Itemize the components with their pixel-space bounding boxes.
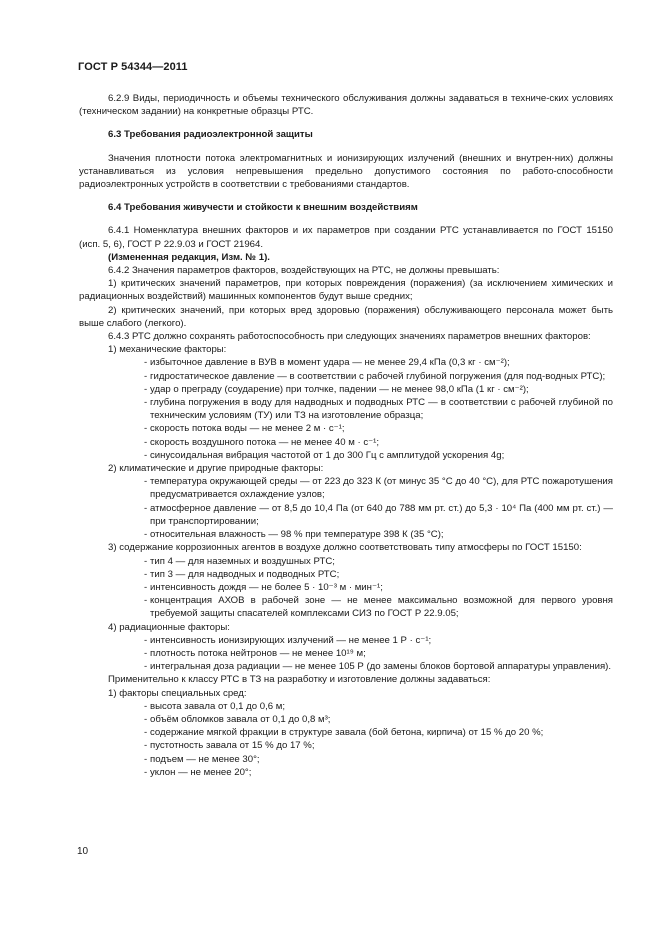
list-item-text: подъем — не менее 30°; bbox=[150, 753, 260, 765]
clause-6-3-text: Значения плотности потока электромагнитных и ионизирующих излучений (внешних и внутрен-них) должны устанавливаться из условия непревышения предельно допустимого состояния по работо-способности радиоэлектронных устройств в соответствии с требованиями стандартов. bbox=[79, 152, 613, 191]
list-item bbox=[79, 726, 613, 739]
list-item-text: уклон — не менее 20°; bbox=[150, 766, 252, 778]
dash: - bbox=[144, 740, 148, 752]
list-item-text: температура окружающей среды — от 223 до 323 К (от минус 35 °С до 40 °С), для РТС пожаротушения предусматривается охлаждение узлов; bbox=[150, 476, 613, 501]
list-item-text: интенсивность дождя — не более 5 · 10⁻³ м · мин⁻¹; bbox=[150, 581, 383, 593]
list-item bbox=[79, 594, 613, 620]
page-number: 10 bbox=[77, 846, 89, 857]
list-item bbox=[79, 634, 613, 647]
dash: - bbox=[144, 357, 148, 369]
list-item bbox=[79, 700, 613, 713]
list-item bbox=[79, 383, 613, 396]
list-item-text: содержание мягкой фракции в структуре завала (бой бетона, кирпича) от 15 % до 20 %; bbox=[150, 727, 544, 739]
list-item-text: тип 3 — для надводных и подводных РТС; bbox=[150, 568, 340, 580]
list-item bbox=[79, 502, 613, 528]
list-item bbox=[79, 396, 613, 422]
list-item-text: пустотность завала от 15 % до 17 %; bbox=[150, 740, 315, 752]
dash: - bbox=[144, 568, 148, 580]
list-item bbox=[79, 356, 613, 369]
list-item-text: интегральная доза радиации — не менее 105 Р (до замены блоков бортовой аппаратуры управления). bbox=[150, 661, 612, 673]
application-note: Применительно к классу РТС в ТЗ на разработку и изготовление должны задаваться: bbox=[108, 674, 491, 686]
list-item bbox=[79, 581, 613, 594]
list-item bbox=[79, 739, 613, 752]
list-item bbox=[79, 449, 613, 462]
list-item-text: плотность потока нейтронов — не менее 10¹⁹ м; bbox=[150, 647, 366, 659]
list-item bbox=[79, 647, 613, 660]
clause-6-2-9: 6.2.9 Виды, периодичность и объемы технического обслуживания должны задаваться в техниче-ских условиях (техническом задании) на конкретные образцы РТС. bbox=[79, 93, 613, 118]
list-item bbox=[79, 660, 613, 673]
list-item-text: объём обломков завала от 0,1 до 0,8 м³; bbox=[150, 713, 331, 725]
list-item-text: интенсивность ионизирующих излучений — не менее 1 Р · с⁻¹; bbox=[150, 634, 432, 646]
list-item bbox=[79, 370, 613, 383]
list-item-text: тип 4 — для наземных и воздушных РТС; bbox=[150, 555, 335, 567]
dash: - bbox=[144, 529, 148, 541]
clause-6-4-2: 6.4.2 Значения параметров факторов, воздействующих на РТС, не должны превышать: bbox=[108, 265, 500, 277]
list-item bbox=[79, 436, 613, 449]
page-body bbox=[79, 92, 613, 779]
heading-6-4: 6.4 Требования живучести и стойкости к внешним воздействиям bbox=[108, 202, 418, 214]
list-item-text: высота завала от 0,1 до 0,6 м; bbox=[150, 700, 286, 712]
dash: - bbox=[144, 766, 148, 778]
list-item-text: концентрация АХОВ в рабочей зоне — не менее максимально возможной для первого уровня требуемой защиты спасателей комплексами СИЗ по ГОСТ Р 22.9.05; bbox=[150, 595, 613, 620]
dash: - bbox=[144, 713, 148, 725]
clause-6-4-2-item-2: 2) критических значений, при которых вред здоровью (поражения) обслуживающего персонала может быть выше слабого (легкого). bbox=[79, 304, 613, 329]
list-item-text: скорость потока воды — не менее 2 м · с⁻¹; bbox=[150, 423, 345, 435]
dash: - bbox=[144, 423, 148, 435]
mechanical-factors-heading: 1) механические факторы: bbox=[108, 344, 227, 356]
dash: - bbox=[144, 753, 148, 765]
list-item bbox=[79, 713, 613, 726]
dash: - bbox=[144, 476, 148, 488]
document-header: ГОСТ Р 54344—2011 bbox=[78, 61, 188, 73]
corrosive-agents-heading: 3) содержание коррозионных агентов в воздухе должно соответствовать типу атмосферы по ГОСТ 15150: bbox=[108, 542, 582, 554]
dash: - bbox=[144, 661, 148, 673]
list-item bbox=[79, 568, 613, 581]
clause-6-4-2-item-1: 1) критических значений параметров, при которых повреждения (поражения) (за исключением химических и радиационных воздействий) машинных компонентов будут выше средних; bbox=[79, 278, 613, 303]
amendment-note: (Измененная редакция, Изм. № 1). bbox=[108, 251, 270, 263]
dash: - bbox=[144, 436, 148, 448]
list-item bbox=[79, 753, 613, 766]
dash: - bbox=[144, 727, 148, 739]
list-item-text: синусоидальная вибрация частотой от 1 до 300 Гц с амплитудой ускорения 4g; bbox=[150, 449, 505, 461]
clause-6-4-3: 6.4.3 РТС должно сохранять работоспособность при следующих значениях параметров внешних факторов: bbox=[108, 331, 591, 343]
dash: - bbox=[144, 555, 148, 567]
dash: - bbox=[144, 502, 148, 514]
list-item bbox=[79, 528, 613, 541]
list-item bbox=[79, 475, 613, 501]
dash: - bbox=[144, 634, 148, 646]
list-item-text: избыточное давление в ВУВ в момент удара — не менее 29,4 кПа (0,3 кг · см⁻²); bbox=[150, 357, 510, 369]
climatic-factors-heading: 2) климатические и другие природные факторы: bbox=[108, 463, 324, 475]
list-item-text: относительная влажность — 98 % при температуре 398 К (35 °С); bbox=[150, 529, 444, 541]
list-item-text: удар о преграду (соударение) при толчке, падении — не менее 98,0 кПа (1 кг · см⁻²); bbox=[150, 383, 529, 395]
dash: - bbox=[144, 647, 148, 659]
dash: - bbox=[144, 383, 148, 395]
dash: - bbox=[144, 581, 148, 593]
dash: - bbox=[144, 370, 148, 382]
list-item-text: глубина погружения в воду для надводных и подводных РТС — в соответствии с рабочей глубиной по техническим условиям (ТУ) или ТЗ на изготовление образца; bbox=[150, 397, 613, 422]
list-item-text: гидростатическое давление — в соответствии с рабочей глубиной погружения (для под-водных РТС); bbox=[150, 370, 606, 382]
list-item bbox=[79, 766, 613, 779]
dash: - bbox=[144, 449, 148, 461]
dash: - bbox=[144, 397, 148, 409]
radiation-factors-heading: 4) радиационные факторы: bbox=[108, 621, 230, 633]
dash: - bbox=[144, 595, 148, 607]
list-item bbox=[79, 555, 613, 568]
dash: - bbox=[144, 700, 148, 712]
special-environment-heading: 1) факторы специальных сред: bbox=[108, 687, 247, 699]
list-item bbox=[79, 422, 613, 435]
list-item-text: скорость воздушного потока — не менее 40 м · с⁻¹; bbox=[150, 436, 380, 448]
clause-6-4-1: 6.4.1 Номенклатура внешних факторов и их параметров при создании РТС устанавливается по ГОСТ 15150 (исп. 5, 6), ГОСТ Р 22.9.03 и ГОСТ 21964. bbox=[79, 225, 613, 250]
list-item-text: атмосферное давление — от 8,5 до 10,4 Па (от 640 до 788 мм рт. ст.) до 5,3 · 10⁴ Па (400 мм рт. ст.) — при транспортировании; bbox=[150, 502, 613, 527]
heading-6-3: 6.3 Требования радиоэлектронной защиты bbox=[108, 129, 313, 141]
